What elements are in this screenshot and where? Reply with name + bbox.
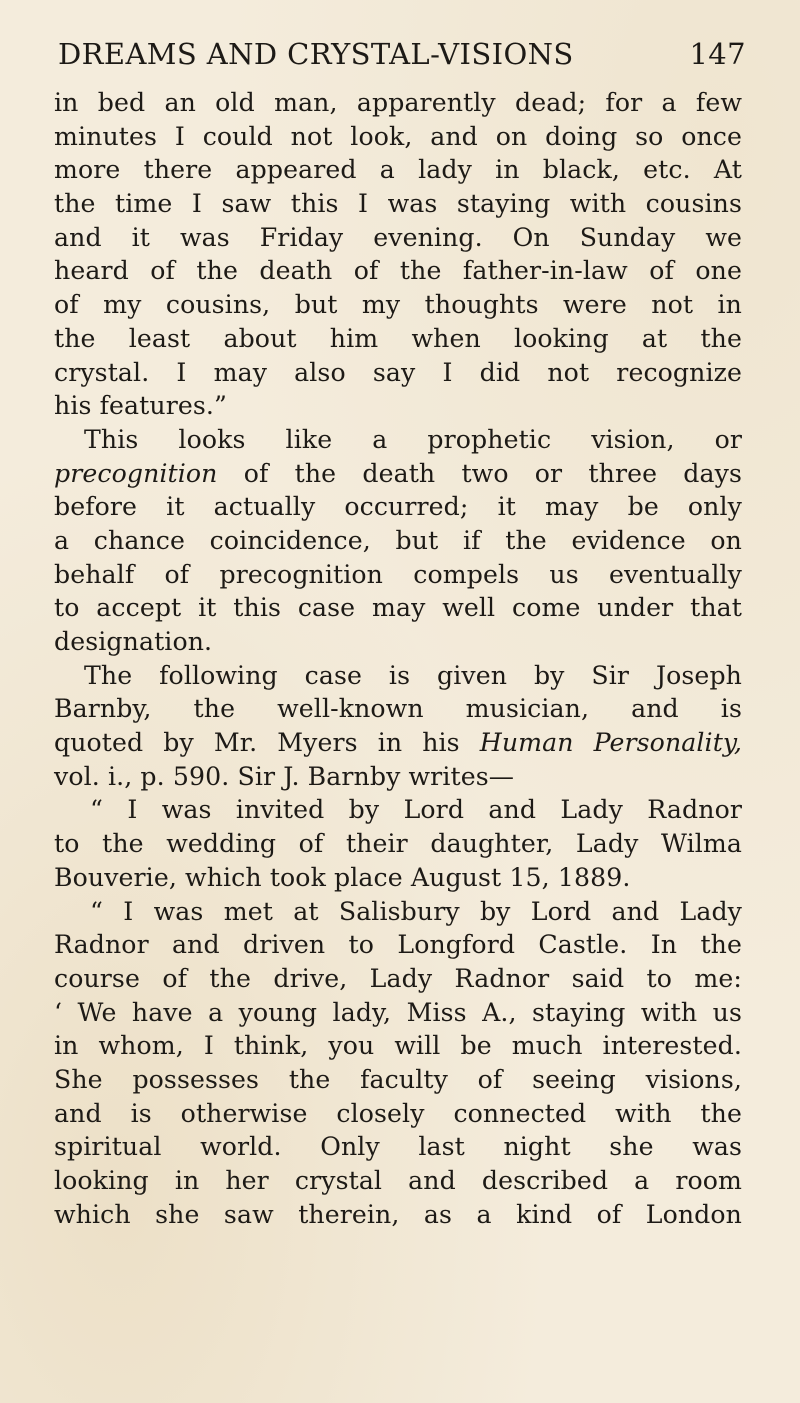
text-line: in whom, I think, you will be much interested. — [54, 1031, 742, 1061]
text-line: vol. i., p. 590. Sir J. Barnby writes— — [54, 761, 515, 791]
italic-term: precognition — [54, 458, 218, 488]
text-line: Bouverie, which took place August 15, 1889. — [54, 862, 631, 892]
text-line: Barnby, the well-known musician, and is — [54, 694, 742, 724]
italic-book-title: Human Personality, — [479, 728, 743, 758]
text-line: and it was Friday evening. On Sunday we — [54, 222, 742, 252]
text-line: in bed an old man, apparently dead; for a few — [54, 88, 742, 117]
running-title: DREAMS AND CRYSTAL-VISIONS — [58, 37, 574, 71]
text-line: to accept it this case may well come under that — [54, 593, 742, 623]
paragraph-start-line: The following case is given by Sir Joseph — [84, 660, 742, 690]
text-line: of my cousins, but my thoughts were not in — [54, 290, 742, 320]
text-line: minutes I could not look, and on doing so once — [54, 121, 742, 151]
text-line: course of the drive, Lady Radnor said to me: — [54, 963, 742, 993]
text-line: and is otherwise closely connected with the — [54, 1098, 742, 1128]
page-number: 147 — [689, 37, 746, 71]
body-text — [54, 86, 742, 1231]
running-head — [58, 32, 746, 76]
text-line: looking in her crystal and described a room — [54, 1166, 742, 1195]
text-line: spiritual world. Only last night she was — [54, 1132, 742, 1162]
paragraph-start-line: “ I was met at Salisbury by Lord and Lady — [90, 896, 742, 926]
text-line: the time I saw this I was staying with cousins — [54, 189, 742, 219]
text-line: heard of the death of the father-in-law of one — [54, 256, 742, 286]
text-line: his features.” — [54, 391, 227, 421]
text-line — [54, 726, 742, 760]
text-line: ‘ We have a young lady, Miss A., staying with us — [54, 997, 742, 1027]
text-line — [54, 457, 742, 491]
text-line: She possesses the faculty of seeing visions, — [54, 1064, 742, 1094]
text-line: a chance coincidence, but if the evidence on — [54, 525, 742, 555]
text-line: before it actually occurred; it may be only — [54, 492, 742, 522]
text-line-rest: of the death two or three days — [243, 458, 742, 488]
text-line: to the wedding of their daughter, Lady Wilma — [54, 829, 742, 859]
text-line-start: quoted by Mr. Myers in his — [54, 728, 460, 758]
text-line: designation. — [54, 627, 213, 656]
text-line: Radnor and driven to Longford Castle. In the — [54, 930, 742, 960]
text-line: which she saw therein, as a kind of London — [54, 1199, 742, 1229]
text-line: the least about him when looking at the — [54, 323, 742, 353]
paragraph-start-line: “ I was invited by Lord and Lady Radnor — [90, 795, 742, 825]
paragraph-start-line: This looks like a prophetic vision, or — [84, 424, 742, 454]
text-line: behalf of precognition compels us eventually — [54, 559, 742, 589]
text-line: crystal. I may also say I did not recognize — [54, 357, 742, 387]
text-line: more there appeared a lady in black, etc. At — [54, 155, 742, 185]
